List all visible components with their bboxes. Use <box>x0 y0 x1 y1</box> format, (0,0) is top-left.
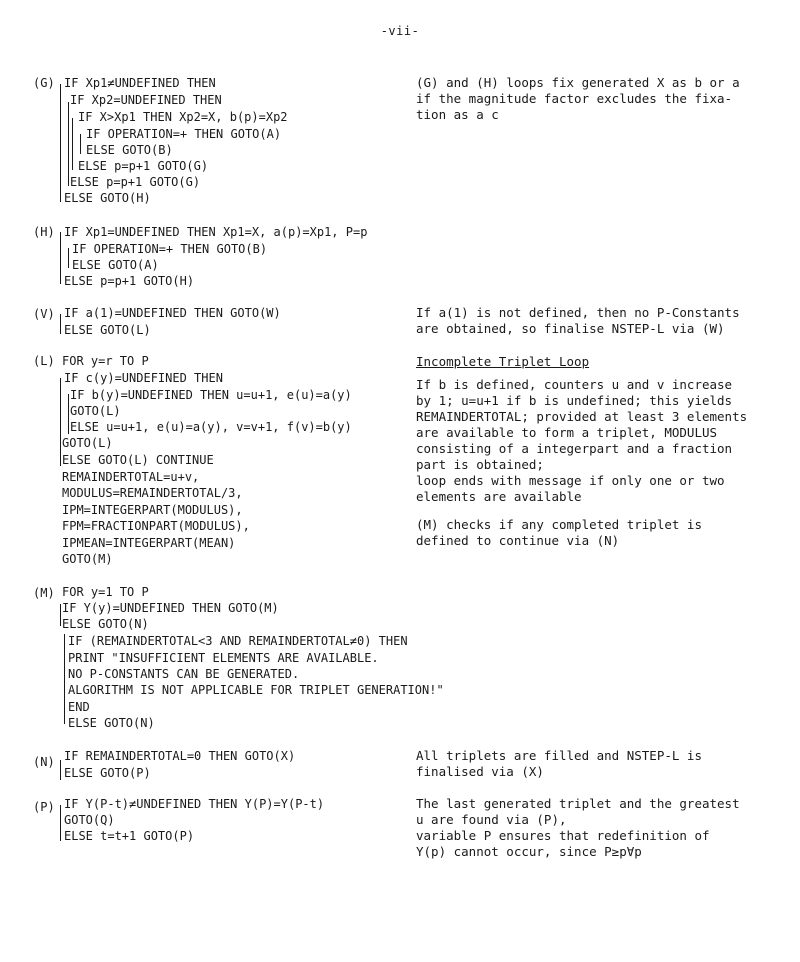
code-line: IF OPERATION=+ THEN GOTO(A) <box>86 127 282 141</box>
code-line: IF X>Xp1 THEN Xp2=X, b(p)=Xp2 <box>78 110 288 124</box>
code-line: ELSE GOTO(P) <box>64 766 151 780</box>
code-line: IF c(y)=UNDEFINED THEN <box>64 371 223 385</box>
code-line: GOTO(Q) <box>64 813 115 827</box>
section-heading-incomplete-triplet: Incomplete Triplet Loop <box>416 354 590 369</box>
bracket-line <box>60 232 61 284</box>
code-line: ELSE t=t+1 GOTO(P) <box>64 829 195 843</box>
bracket-line <box>60 84 61 202</box>
code-line: ELSE u=u+1, e(u)=a(y), v=v+1, f(v)=b(y) <box>70 420 352 434</box>
code-line: ELSE p=p+1 GOTO(G) <box>78 159 209 173</box>
section-label-h: (H) <box>33 225 55 239</box>
section-label-g: (G) <box>33 76 55 90</box>
code-line: IF Xp1=UNDEFINED THEN Xp1=X, a(p)=Xp1, P=p <box>64 225 368 239</box>
section-label-n: (N) <box>33 755 55 769</box>
code-line: ELSE GOTO(N) <box>62 617 149 631</box>
section-note-v: If a(1) is not defined, then no P-Constants are obtained, so finalise NSTEP-L via (W) <box>416 305 740 336</box>
code-line: GOTO(L) <box>62 436 113 450</box>
section-label-l: (L) <box>33 354 55 368</box>
section-note-n: All triplets are filled and NSTEP-L is finalised via (X) <box>416 748 702 779</box>
code-line: ELSE GOTO(L) <box>64 323 151 337</box>
page-number: -vii- <box>380 24 420 38</box>
bracket-line <box>60 760 61 780</box>
code-line: FPM=FRACTIONPART(MODULUS), <box>62 519 250 533</box>
code-line: ELSE GOTO(L) CONTINUE <box>62 453 214 467</box>
code-line: IF REMAINDERTOTAL=0 THEN GOTO(X) <box>64 749 296 763</box>
bracket-line <box>60 314 61 334</box>
code-line: IF b(y)=UNDEFINED THEN u=u+1, e(u)=a(y) <box>70 388 352 402</box>
section-label-v: (V) <box>33 307 55 321</box>
code-line: ELSE p=p+1 GOTO(H) <box>64 274 195 288</box>
code-line: IPM=INTEGERPART(MODULUS), <box>62 503 243 517</box>
code-line: ALGORITHM IS NOT APPLICABLE FOR TRIPLET GENERATION!" <box>68 683 444 697</box>
section-note-l-2: (M) checks if any completed triplet is defined to continue via (N) <box>416 517 702 548</box>
code-line: ELSE GOTO(A) <box>72 258 159 272</box>
code-line: ELSE GOTO(B) <box>86 143 173 157</box>
code-line: REMAINDERTOTAL=u+v, <box>62 470 200 484</box>
bracket-line <box>60 604 61 626</box>
code-line: GOTO(M) <box>62 552 113 566</box>
code-line: IF Y(y)=UNDEFINED THEN GOTO(M) <box>62 601 279 615</box>
bracket-line <box>68 102 69 186</box>
section-note-g: (G) and (H) loops fix generated X as b or a if the magnitude factor excludes the fixa- tion as a c <box>416 75 740 122</box>
code-line: FOR y=r TO P <box>62 354 149 368</box>
code-line: ELSE p=p+1 GOTO(G) <box>70 175 201 189</box>
code-line: GOTO(L) <box>70 404 121 418</box>
code-line: PRINT "INSUFFICIENT ELEMENTS ARE AVAILABLE. <box>68 651 379 665</box>
bracket-line <box>68 248 69 268</box>
section-label-m: (M) <box>33 586 55 600</box>
code-line: IF OPERATION=+ THEN GOTO(B) <box>72 242 268 256</box>
code-line: NO P-CONSTANTS CAN BE GENERATED. <box>68 667 300 681</box>
bracket-line <box>60 378 61 466</box>
code-line: FOR y=1 TO P <box>62 585 149 599</box>
code-line: ELSE GOTO(N) <box>68 716 155 730</box>
code-line: IF (REMAINDERTOTAL<3 AND REMAINDERTOTAL≠0) THEN <box>68 634 408 648</box>
section-label-p: (P) <box>33 800 55 814</box>
bracket-line <box>68 394 69 434</box>
bracket-line <box>60 805 61 841</box>
bracket-line <box>80 134 81 154</box>
bracket-line <box>64 634 65 724</box>
section-note-p: The last generated triplet and the greatest u are found via (P), variable P ensures that redefinition of Y(p) cannot occur, since P≥p∀p <box>416 796 740 859</box>
code-line: MODULUS=REMAINDERTOTAL/3, <box>62 486 243 500</box>
code-line: IF a(1)=UNDEFINED THEN GOTO(W) <box>64 306 281 320</box>
code-line: IF Y(P-t)≠UNDEFINED THEN Y(P)=Y(P-t) <box>64 797 325 811</box>
code-line: ELSE GOTO(H) <box>64 191 151 205</box>
bracket-line <box>72 118 73 170</box>
section-note-l: If b is defined, counters u and v increase by 1; u=u+1 if b is undefined; this yields REMAINDERTOTAL; provided at least 3 elements are available to form a triplet, MODULUS consisting of a integerpart and a fraction part is obtained; loop ends with message if only one or two elements are available <box>416 377 748 504</box>
code-line: IPMEAN=INTEGERPART(MEAN) <box>62 536 236 550</box>
code-line: END <box>68 700 90 714</box>
code-line: IF Xp2=UNDEFINED THEN <box>70 93 222 107</box>
code-line: IF Xp1≠UNDEFINED THEN <box>64 76 216 90</box>
